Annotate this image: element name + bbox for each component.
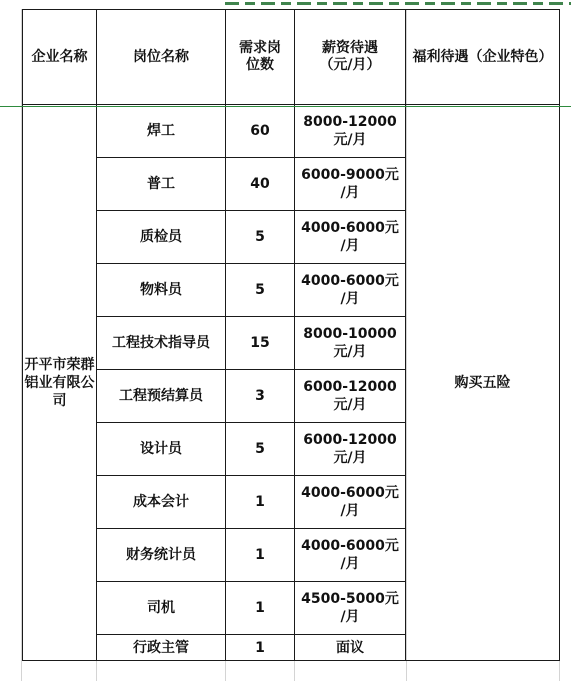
position-name-cell: 工程预结算员 (97, 370, 226, 423)
cropped-title-fragment (225, 2, 571, 5)
spreadsheet-area (0, 9, 571, 681)
salary-line: 6000-12000 (303, 379, 397, 395)
salary-line: 6000-9000元 (301, 167, 399, 183)
header-divider (0, 106, 571, 107)
salary-line: 6000-12000 (303, 432, 397, 448)
position-count-cell: 1 (226, 529, 295, 582)
table-row (23, 105, 560, 158)
salary-cell (295, 370, 406, 423)
table-header-row (23, 10, 560, 105)
salary-cell (295, 317, 406, 370)
header-company: 企业名称 (23, 10, 97, 105)
header-welfare: 福利待遇（企业特色） (406, 10, 560, 105)
position-count-cell: 40 (226, 158, 295, 211)
header-salary: 薪资待遇（元/月） (295, 10, 406, 105)
salary-line: 4000-6000元 (301, 220, 399, 236)
position-count-cell: 1 (226, 476, 295, 529)
salary-cell (295, 423, 406, 476)
table-body (23, 105, 560, 661)
salary-unit-line: /月 (340, 609, 360, 625)
salary-line: 8000-12000 (303, 114, 397, 130)
position-name-cell: 财务统计员 (97, 529, 226, 582)
position-count-cell: 3 (226, 370, 295, 423)
salary-line: 4000-6000元 (301, 538, 399, 554)
position-count-cell: 15 (226, 317, 295, 370)
salary-unit-line: 元/月 (333, 344, 367, 360)
salary-unit-line: 元/月 (333, 397, 367, 413)
position-name-cell: 焊工 (97, 105, 226, 158)
salary-unit-line: 元/月 (333, 132, 367, 148)
salary-line: 8000-10000 (303, 326, 397, 342)
salary-cell (295, 211, 406, 264)
salary-line: 4500-5000元 (301, 591, 399, 607)
salary-cell (295, 476, 406, 529)
salary-cell (295, 105, 406, 158)
salary-unit-line: 元/月 (333, 450, 367, 466)
position-name-cell: 工程技术指导员 (97, 317, 226, 370)
company-name-cell: 开平市荣群铝业有限公司 (23, 105, 97, 661)
header-position: 岗位名称 (97, 10, 226, 105)
salary-unit-line: /月 (340, 238, 360, 254)
position-count-cell: 5 (226, 264, 295, 317)
position-count-cell: 1 (226, 635, 295, 661)
position-name-cell: 质检员 (97, 211, 226, 264)
position-name-cell: 设计员 (97, 423, 226, 476)
welfare-cell: 购买五险 (406, 105, 560, 661)
position-count-cell: 60 (226, 105, 295, 158)
salary-line: 4000-6000元 (301, 485, 399, 501)
salary-cell (295, 529, 406, 582)
position-name-cell: 物料员 (97, 264, 226, 317)
position-name-cell: 普工 (97, 158, 226, 211)
position-count-cell: 5 (226, 423, 295, 476)
salary-unit-line: /月 (340, 556, 360, 572)
salary-cell (295, 635, 406, 661)
position-count-cell: 5 (226, 211, 295, 264)
salary-unit-line: /月 (340, 291, 360, 307)
salary-unit-line: /月 (340, 503, 360, 519)
salary-cell (295, 158, 406, 211)
salary-unit-line: /月 (340, 185, 360, 201)
salary-cell (295, 582, 406, 635)
position-name-cell: 成本会计 (97, 476, 226, 529)
header-count: 需求岗位数 (226, 10, 295, 105)
salary-line: 面议 (336, 639, 364, 656)
salary-line: 4000-6000元 (301, 273, 399, 289)
position-name-cell: 司机 (97, 582, 226, 635)
salary-cell (295, 264, 406, 317)
position-count-cell: 1 (226, 582, 295, 635)
position-name-cell: 行政主管 (97, 635, 226, 661)
